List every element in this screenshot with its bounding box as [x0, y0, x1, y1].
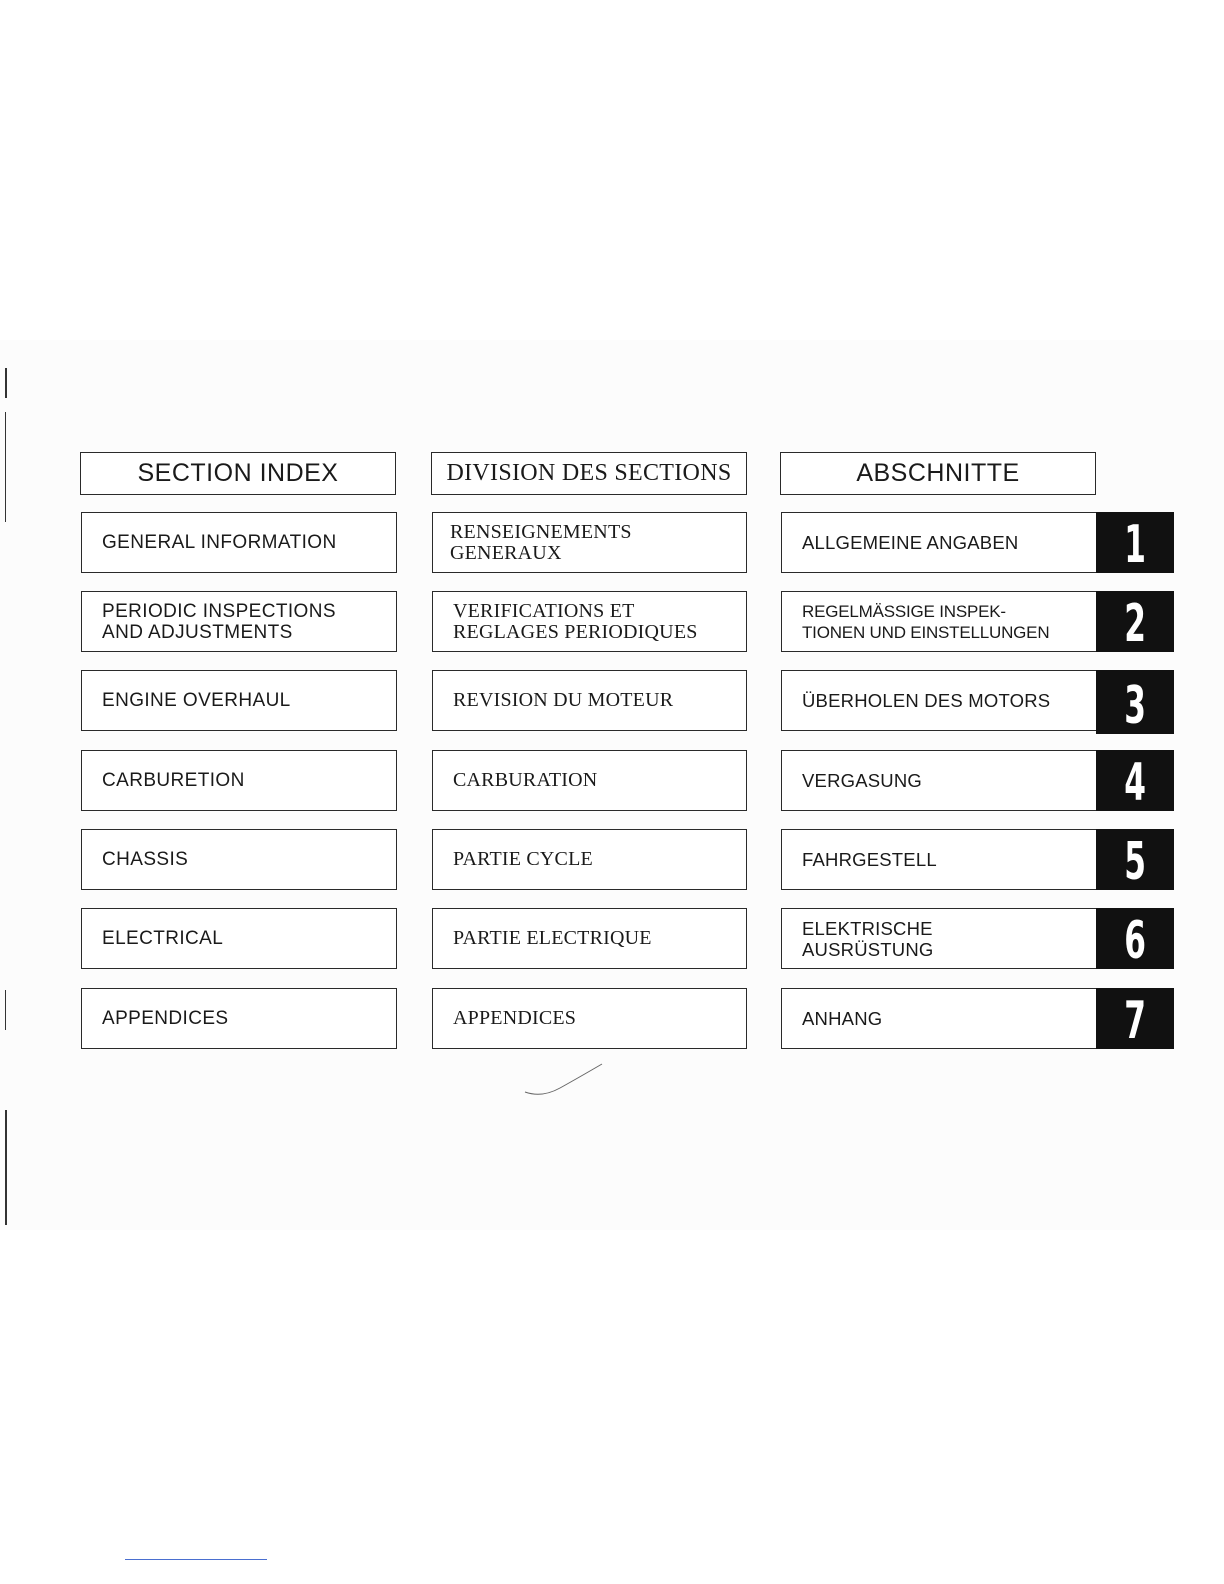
- section-tab-6[interactable]: [1096, 908, 1174, 969]
- section-tab-7[interactable]: [1096, 988, 1174, 1049]
- section-index-header: SECTION INDEX: [80, 452, 396, 495]
- section-number-1: 1: [1124, 515, 1146, 573]
- section-tab-3[interactable]: [1096, 670, 1174, 734]
- section-3-english[interactable]: ENGINE OVERHAUL: [81, 670, 397, 731]
- section-tab-5[interactable]: [1096, 829, 1174, 890]
- section-2-french[interactable]: VERIFICATIONS ET REGLAGES PERIODIQUES: [432, 591, 747, 652]
- binding-edge-mark: [5, 412, 6, 522]
- section-1-german[interactable]: ALLGEMEINE ANGABEN: [781, 512, 1099, 573]
- section-number-6: 6: [1124, 911, 1146, 969]
- pen-stroke-mark: [520, 1060, 610, 1100]
- section-5-french[interactable]: PARTIE CYCLE: [432, 829, 747, 890]
- section-6-german[interactable]: ELEKTRISCHE AUSRÜSTUNG: [781, 908, 1099, 969]
- binding-edge-mark: [5, 1110, 7, 1225]
- section-number-7: 7: [1124, 991, 1146, 1049]
- section-3-german[interactable]: ÜBERHOLEN DES MOTORS: [781, 670, 1099, 731]
- section-6-english[interactable]: ELECTRICAL: [81, 908, 397, 969]
- section-6-french[interactable]: PARTIE ELECTRIQUE: [432, 908, 747, 969]
- section-2-german[interactable]: REGELMÄSSIGE INSPEK- TIONEN UND EINSTELLUNGEN: [781, 591, 1099, 652]
- section-2-english[interactable]: PERIODIC INSPECTIONS AND ADJUSTMENTS: [81, 591, 397, 652]
- section-7-french[interactable]: APPENDICES: [432, 988, 747, 1049]
- section-3-french[interactable]: REVISION DU MOTEUR: [432, 670, 747, 731]
- section-7-english[interactable]: APPENDICES: [81, 988, 397, 1049]
- section-number-2: 2: [1124, 594, 1146, 652]
- section-tab-4[interactable]: [1096, 750, 1174, 811]
- section-tab-2[interactable]: [1096, 591, 1174, 652]
- section-5-english[interactable]: CHASSIS: [81, 829, 397, 890]
- section-number-3: 3: [1124, 676, 1146, 734]
- section-1-french[interactable]: RENSEIGNEMENTS GENERAUX: [432, 512, 747, 573]
- section-4-french[interactable]: CARBURATION: [432, 750, 747, 811]
- section-tab-1[interactable]: [1096, 512, 1174, 573]
- section-4-german[interactable]: VERGASUNG: [781, 750, 1099, 811]
- section-7-german[interactable]: ANHANG: [781, 988, 1099, 1049]
- section-1-english[interactable]: GENERAL INFORMATION: [81, 512, 397, 573]
- page-bottom-rule: [125, 1559, 267, 1560]
- section-5-german[interactable]: FAHRGESTELL: [781, 829, 1099, 890]
- section-number-4: 4: [1124, 753, 1146, 811]
- binding-edge-mark: [5, 990, 6, 1030]
- abschnitte-header: ABSCHNITTE: [780, 452, 1096, 495]
- binding-edge-mark: [5, 368, 7, 398]
- division-des-sections-header: DIVISION DES SECTIONS: [431, 452, 747, 495]
- section-4-english[interactable]: CARBURETION: [81, 750, 397, 811]
- section-number-5: 5: [1124, 832, 1146, 890]
